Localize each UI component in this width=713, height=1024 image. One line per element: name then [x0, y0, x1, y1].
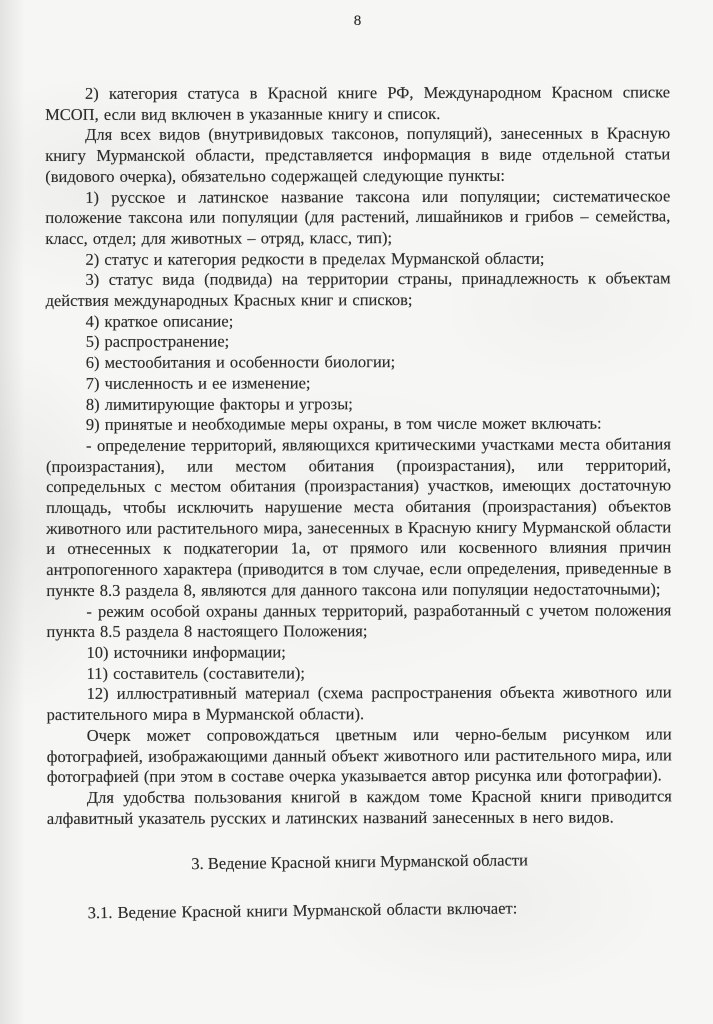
paragraph: 3.1. Ведение Красной книги Мурманской области включает:	[87, 898, 518, 923]
page-number: 8	[353, 13, 362, 29]
section-heading: 3. Ведение Красной книги Мурманской области	[191, 850, 529, 874]
paragraph: - режим особой охраны данных территорий, разработанный с учетом положения пункта 8.5 раздела 8 настоящего Положения;	[46, 599, 672, 642]
paragraph: 5) распространение;	[85, 331, 230, 352]
paragraph: 12) иллюстративный материал (схема распространения объекта животного или растительного мира в Мурманской области).	[46, 682, 672, 725]
paragraph: 2) статус и категория редкости в пределах Мурманской области;	[85, 248, 545, 269]
paragraph: Очерк может сопровождаться цветным или черно-белым рисунком или фотографией, изображающими данный объект животного или растительного мира, или фотографией (при этом в составе очерка указывается автор рисунка или фотографии).	[46, 724, 672, 787]
paragraph: Для удобства пользования книгой в каждом томе Красной книги приводится алфавитный указатель русских и латинских названий занесенных в него видов.	[46, 786, 672, 828]
paragraph: 4) краткое описание;	[85, 311, 234, 331]
document-body	[45, 82, 672, 921]
paragraph: 7) численность и ее изменение;	[85, 373, 311, 393]
paragraph: 8) лимитирующие факторы и угрозы;	[85, 393, 353, 414]
paragraph: 10) источники информации;	[86, 642, 286, 662]
paragraph: 2) категория статуса в Красной книге РФ, Международном Красном списке МСОП, если вид включен в указанные книгу и список.	[45, 82, 671, 124]
paragraph: 6) местообитания и особенности биологии;	[85, 352, 396, 373]
paragraph: 3) статус вида (подвида) на территории страны, принадлежность к объектам действия международных Красных книг и списков;	[45, 268, 671, 311]
paragraph: Для всех видов (внутривидовых таксонов, популяций), занесенных в Красную книгу Мурманской области, представляется информация в виде отдельной статьи (видового очерка), обязательно содержащей следующие пункты:	[45, 123, 671, 186]
paragraph: 9) принятые и необходимые меры охраны, в том числе может включать:	[85, 413, 602, 435]
paragraph: 1) русское и латинское название таксона или популяции; систематическое положение таксона или популяции (для растений, лишайников и грибов – семейства, класс, отдел; для животных – отряд, класс, тип);	[45, 185, 671, 248]
paragraph: 11) составитель (составители);	[86, 663, 306, 683]
paragraph: - определение территорий, являющихся критическими участками места обитания (произрастания), или местом обитания (произрастания), или территорий, сопредельных с местом обитания (произрастания) участков, имеющих достаточную площадь, чтобы исключить нарушение места обитания (произрастания) объектов животного или растительного мира, занесенных в Красную книгу Мурманской области и отнесенных к подкатегории 1а, от прямого или косвенного влияния причин антропогенного характера (приводится в том случае, если определения, приведенные в пункте 8.3 раздела 8, являются для данного таксона или популяции недостаточными);	[45, 434, 672, 600]
section-3	[47, 849, 673, 924]
